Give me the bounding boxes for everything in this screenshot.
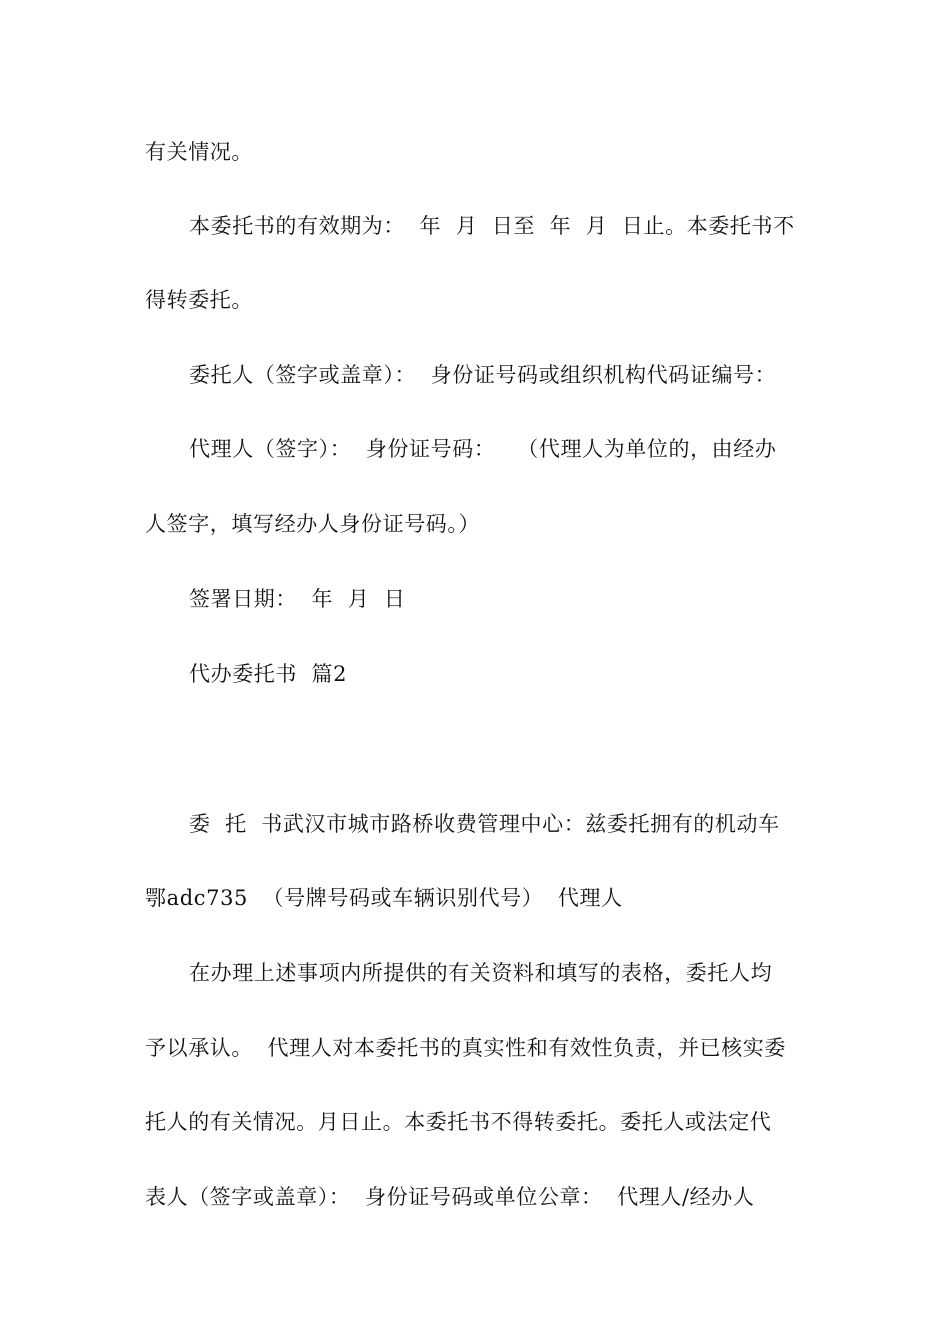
signing-date-line: 签署日期： 年 月 日 <box>189 587 406 611</box>
paragraph-line-5: 代理人（签字）： 身份证号码： （代理人为单位的，由经办 <box>189 437 777 461</box>
paragraph-line-3: 得转委托。 <box>145 288 253 312</box>
paragraph-line-9: 委 托 书武汉市城市路桥收费管理中心：兹委托拥有的机动车 <box>189 812 780 836</box>
paragraph-line-13: 托人的有关情况。月日止。本委托书不得转委托。委托人或法定代 <box>145 1110 772 1134</box>
paragraph-line-2: 本委托书的有效期为： 年 月 日至 年 月 日止。本委托书不 <box>189 214 795 238</box>
section-heading: 代办委托书 篇2 <box>189 662 348 686</box>
paragraph-line-11: 在办理上述事项内所提供的有关资料和填写的表格，委托人均 <box>189 961 773 985</box>
paragraph-line-14: 表人（签字或盖章）： 身份证号码或单位公章： 代理人/经办人 <box>145 1185 755 1209</box>
paragraph-line-1: 有关情况。 <box>145 140 253 164</box>
paragraph-line-4: 委托人（签字或盖章）： 身份证号码或组织机构代码证编号： <box>189 363 777 387</box>
paragraph-line-6: 人签字，填写经办人身份证号码。） <box>145 512 481 536</box>
paragraph-line-10: 鄂adc735 （号牌号码或车辆识别代号） 代理人 <box>145 886 623 910</box>
paragraph-line-12: 予以承认。 代理人对本委托书的真实性和有效性负责，并已核实委 <box>145 1036 786 1060</box>
